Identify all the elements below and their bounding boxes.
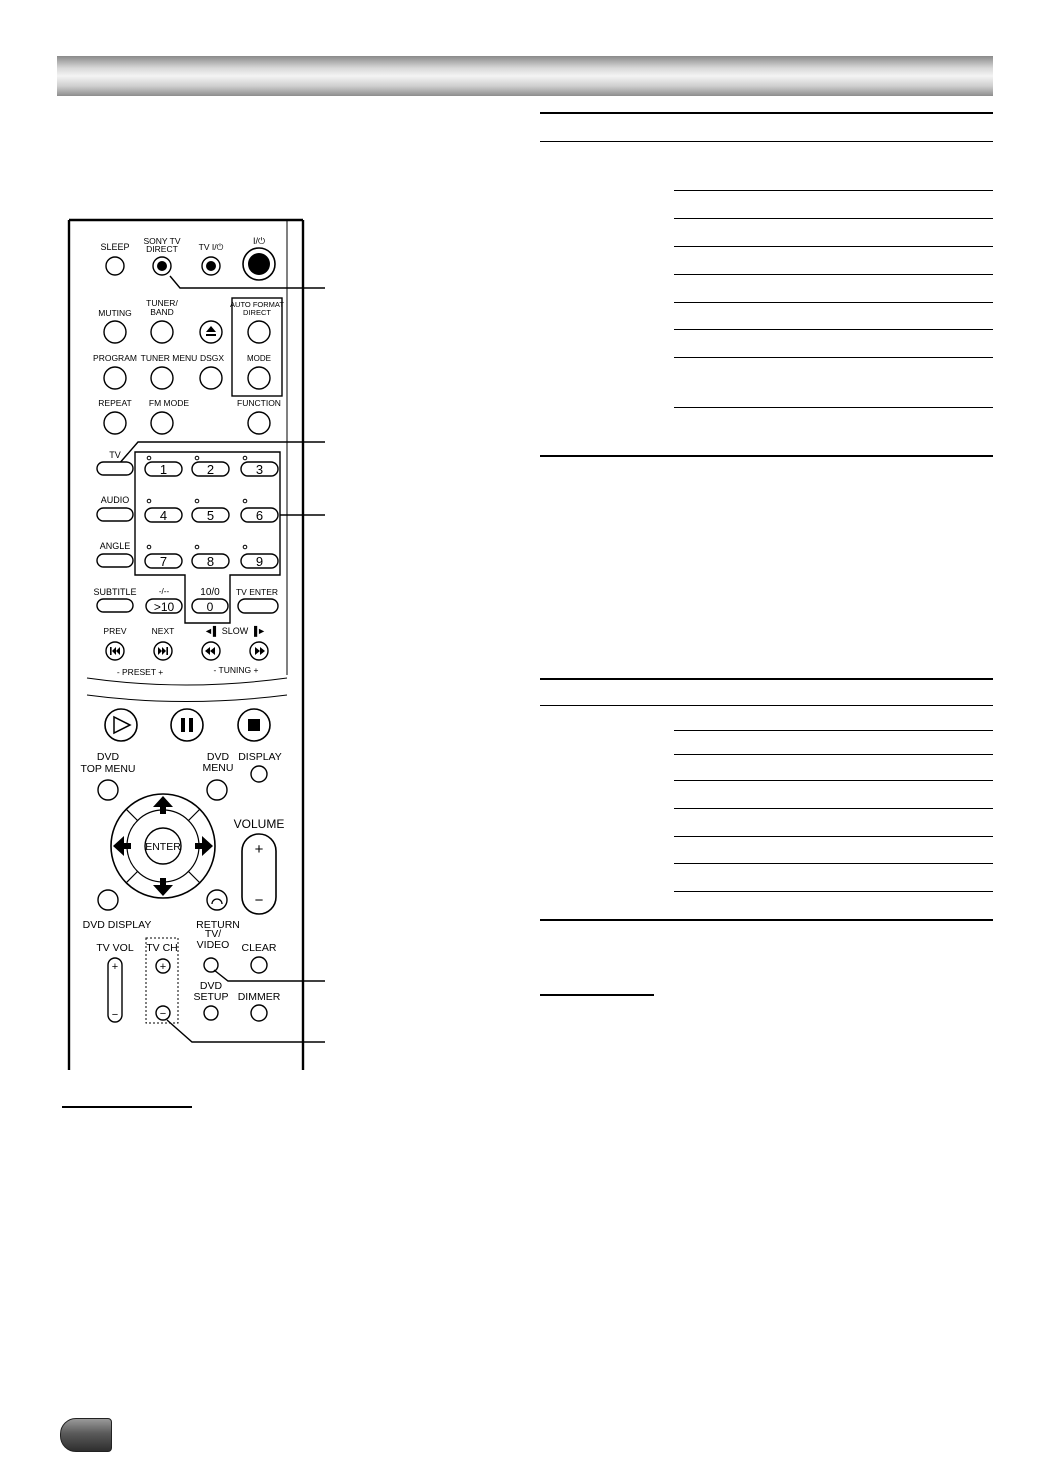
angle-button[interactable] — [97, 541, 133, 567]
tv-ch-up-button[interactable] — [156, 959, 170, 973]
auto-format-direct-button[interactable] — [230, 300, 284, 343]
number-key-5-label: 5 — [206, 508, 215, 523]
tv-power-label: TV I/⏻ — [198, 242, 224, 252]
tuner-menu-button[interactable] — [141, 353, 198, 389]
enter-button[interactable] — [145, 828, 181, 864]
section-header-banner — [57, 56, 993, 96]
number-key-4[interactable] — [145, 499, 182, 523]
mode-button[interactable] — [247, 354, 271, 389]
audio-button[interactable] — [97, 495, 133, 521]
svg-text:BAND: BAND — [150, 307, 174, 317]
tv-enter-label: TV ENTER — [235, 587, 279, 597]
sleep-label: SLEEP — [100, 242, 130, 252]
number-key-8-label: 8 — [206, 554, 215, 569]
plus10-caption: -/-- — [158, 587, 170, 596]
callout-line-5 — [167, 1020, 325, 1042]
prev-label: PREV — [103, 626, 127, 636]
audio-label: AUDIO — [100, 495, 130, 505]
mode-label: MODE — [247, 354, 271, 363]
svg-text:−: − — [111, 1009, 119, 1021]
program-button[interactable] — [93, 353, 137, 389]
dsgx-button[interactable] — [200, 353, 224, 389]
angle-label: ANGLE — [99, 541, 131, 551]
number-key-8[interactable] — [192, 545, 229, 569]
rewind-button[interactable] — [202, 642, 220, 660]
number-key-9[interactable] — [241, 545, 278, 569]
function-button[interactable] — [237, 398, 281, 434]
muting-label: MUTING — [98, 308, 132, 318]
tuner-band-button[interactable] — [146, 298, 178, 343]
notes-heading-underline — [62, 1106, 192, 1108]
svg-text:VIDEO: VIDEO — [196, 939, 230, 951]
tuning-label: - TUNING + — [213, 665, 259, 675]
tv-ch-down-button[interactable] — [156, 1006, 170, 1020]
stop-button[interactable] — [238, 709, 270, 741]
tv-vol-label: TV VOL — [96, 942, 134, 954]
svg-text:DVD: DVD — [96, 751, 120, 763]
number-key-7-label: 7 — [159, 554, 168, 569]
svg-text:+: + — [254, 841, 264, 858]
number-key-3[interactable] — [241, 456, 278, 477]
display-label: DISPLAY — [238, 751, 282, 763]
fast-forward-button[interactable] — [250, 642, 268, 660]
svg-text:AUTO FORMAT: AUTO FORMAT — [230, 300, 284, 309]
volume-label: VOLUME — [233, 817, 285, 831]
svg-text:+: + — [111, 961, 119, 973]
number-key-6-label: 6 — [255, 508, 264, 523]
fm-mode-button[interactable] — [149, 398, 189, 434]
dvd-display-button[interactable] — [83, 890, 152, 931]
number-key-3-label: 3 — [255, 462, 264, 477]
svg-text:TUNER/: TUNER/ — [146, 298, 178, 308]
svg-text:MENU: MENU — [202, 762, 234, 774]
svg-text:−: − — [159, 1008, 167, 1020]
stop-icon — [248, 719, 260, 731]
clear-label: CLEAR — [241, 942, 277, 954]
dvd-menu-button[interactable] — [203, 751, 234, 800]
return-label: RETURN — [196, 919, 240, 931]
pause-button[interactable] — [171, 709, 203, 741]
power-button[interactable] — [243, 236, 275, 280]
function-label: FUNCTION — [237, 398, 281, 408]
svg-text:DVD: DVD — [199, 980, 223, 992]
tv-label: TV — [109, 450, 121, 460]
dsgx-label: DSGX — [199, 353, 225, 363]
prev-button[interactable] — [106, 642, 124, 660]
muting-button[interactable] — [98, 308, 132, 343]
next-label: NEXT — [151, 626, 175, 636]
svg-text:DVD: DVD — [206, 751, 230, 763]
svg-text:SETUP: SETUP — [193, 991, 229, 1003]
callout-line-1 — [170, 276, 325, 288]
number-key-2-label: 2 — [206, 462, 215, 477]
play-button[interactable] — [105, 709, 137, 741]
display-button[interactable] — [238, 751, 282, 782]
clear-button[interactable] — [241, 942, 276, 973]
svg-text:TV/: TV/ — [204, 928, 222, 940]
number-key-7[interactable] — [145, 545, 182, 569]
repeat-label: REPEAT — [98, 398, 132, 408]
eject-button[interactable] — [200, 321, 222, 343]
fm-mode-label: FM MODE — [148, 398, 190, 408]
page-number-tab — [60, 1418, 112, 1452]
svg-text:+: + — [159, 961, 167, 973]
number-key-5[interactable] — [192, 499, 229, 523]
tv-ch-label: TV CH — [146, 942, 178, 954]
dvd-top-menu-button[interactable] — [80, 751, 135, 800]
plus10-key-label: >10 — [153, 600, 175, 614]
next-button[interactable] — [154, 642, 172, 660]
tv-vol-rocker[interactable] — [108, 958, 122, 1022]
power-label: I/⏻ — [252, 236, 266, 246]
dvd-display-label: DVD DISPLAY — [82, 919, 152, 931]
number-key-1-label: 1 — [159, 462, 168, 477]
tuner-menu-label: TUNER MENU — [140, 353, 198, 363]
number-key-6[interactable] — [241, 499, 278, 523]
tv-power-button[interactable] — [199, 242, 224, 275]
number-key-1[interactable] — [145, 456, 182, 477]
tv-video-button[interactable] — [197, 928, 230, 972]
subtitle-button[interactable] — [93, 587, 136, 612]
dimmer-button[interactable] — [238, 991, 281, 1021]
remote-control-illustration — [40, 210, 340, 1080]
sony-tv-direct-button[interactable] — [143, 236, 180, 275]
volume-rocker[interactable] — [242, 834, 276, 914]
note-heading-underline — [540, 994, 654, 996]
callout-line-4 — [214, 970, 325, 981]
zero-caption: 10/0 — [200, 587, 220, 598]
dimmer-label: DIMMER — [237, 991, 281, 1003]
slow-label: ◄▌ SLOW ▐► — [203, 626, 267, 636]
zero-key-label: 0 — [206, 600, 214, 614]
number-key-4-label: 4 — [159, 508, 168, 523]
svg-text:SONY TV: SONY TV — [143, 236, 181, 246]
sleep-button[interactable] — [100, 242, 129, 275]
repeat-button[interactable] — [98, 398, 131, 434]
preset-label: - PRESET + — [116, 667, 164, 677]
subtitle-label: SUBTITLE — [93, 587, 137, 597]
enter-label: ENTER — [145, 841, 181, 853]
tv-enter-button[interactable] — [236, 587, 278, 613]
svg-text:−: − — [254, 892, 264, 909]
number-key-2[interactable] — [192, 456, 229, 477]
return-button[interactable] — [196, 890, 240, 931]
zero-button[interactable] — [192, 587, 228, 614]
svg-text:DIRECT: DIRECT — [243, 308, 271, 317]
number-key-9-label: 9 — [255, 554, 264, 569]
dvd-setup-button[interactable] — [193, 980, 228, 1020]
svg-text:TOP MENU: TOP MENU — [80, 763, 136, 775]
svg-text:DIRECT: DIRECT — [146, 244, 178, 254]
plus10-button[interactable] — [146, 587, 182, 614]
program-label: PROGRAM — [93, 353, 137, 363]
